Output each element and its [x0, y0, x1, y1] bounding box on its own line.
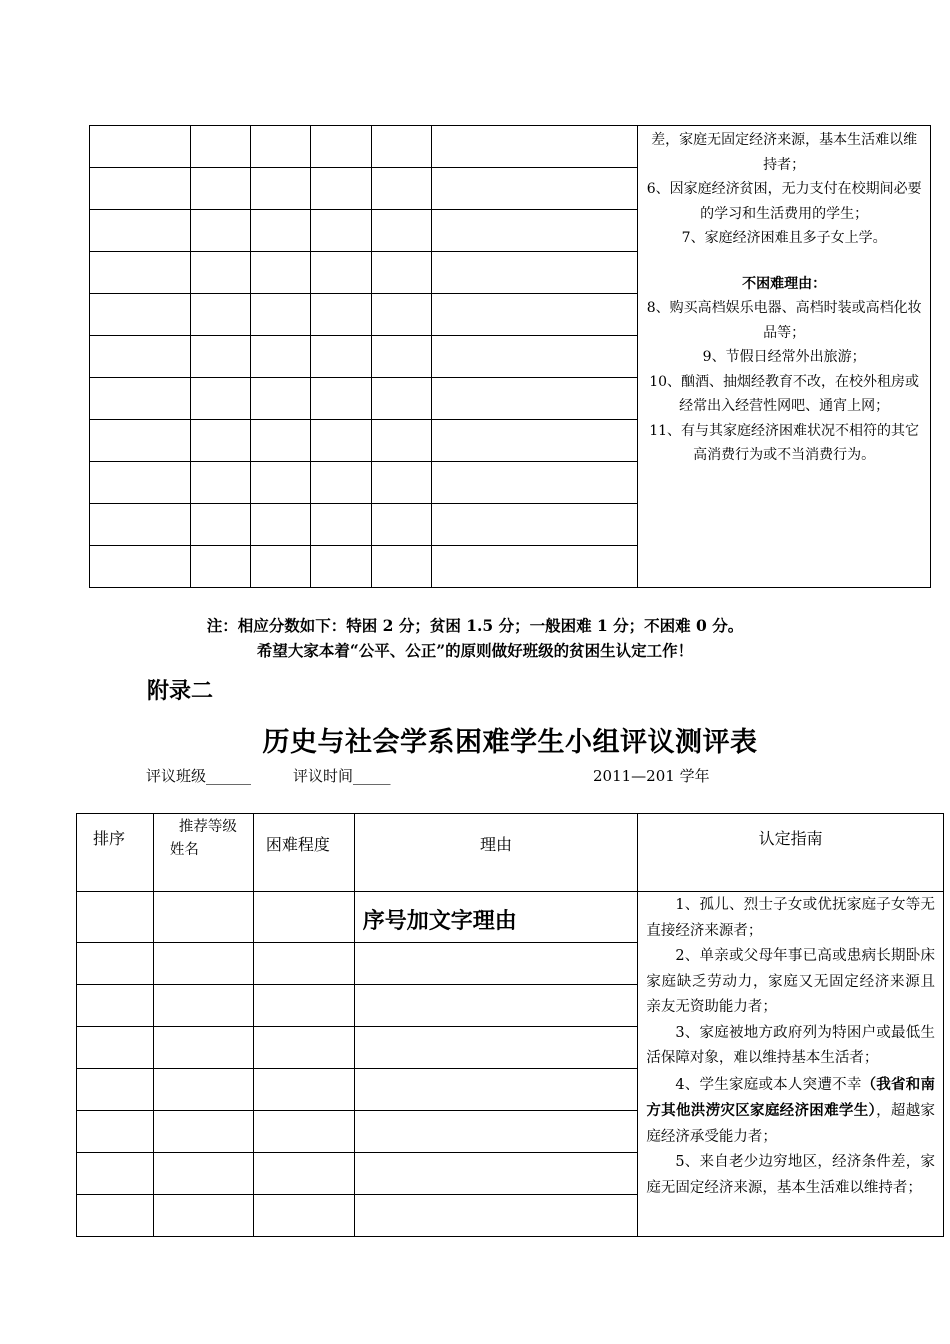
table-cell[interactable]	[431, 462, 638, 504]
table-cell[interactable]	[250, 504, 310, 546]
table-cell[interactable]	[371, 420, 431, 462]
class-field[interactable]: 评议班级______	[146, 767, 252, 785]
guide-item-4	[646, 1072, 935, 1151]
table-cell[interactable]	[354, 1195, 638, 1237]
table-cell[interactable]	[431, 546, 638, 588]
table-cell[interactable]	[190, 546, 250, 588]
table-cell[interactable]	[354, 1111, 638, 1153]
table-cell[interactable]	[190, 378, 250, 420]
table-cell[interactable]	[253, 1195, 354, 1237]
score-note: 注：相应分数如下：特困 2 分；贫困 1.5 分；一般困难 1 分；不困难 0 分。	[206, 616, 744, 635]
guide-item-3: 3、家庭被地方政府列为特困户或最低生活保障对象，难以维持基本生活者；	[646, 1024, 935, 1066]
table-cell[interactable]	[153, 943, 253, 985]
table-cell[interactable]	[250, 462, 310, 504]
table-cell[interactable]	[371, 546, 431, 588]
table-cell[interactable]	[431, 210, 638, 252]
table-cell[interactable]	[310, 252, 371, 294]
table-cell[interactable]	[431, 336, 638, 378]
table-cell[interactable]	[431, 420, 638, 462]
guide-item-4-tail: ，超越家庭经济承受能力者；	[646, 1103, 936, 1145]
guide-line: 11、有与其家庭经济困难状况不相符的其它高消费行为或不当消费行为。	[649, 422, 920, 463]
table-cell[interactable]	[371, 504, 431, 546]
header-grade: 推荐等级	[178, 819, 237, 835]
table-cell[interactable]	[250, 210, 310, 252]
table-cell[interactable]	[310, 504, 371, 546]
table-cell[interactable]	[90, 210, 191, 252]
header-grade-name	[153, 814, 253, 892]
table-cell[interactable]	[371, 126, 431, 168]
table-cell[interactable]	[310, 546, 371, 588]
guide-item-4-bold: （我省和南方其他洪涝灾区家庭经济困难学生）	[646, 1075, 936, 1119]
table-cell[interactable]	[77, 985, 154, 1027]
guide-item-1: 1、孤儿、烈士子女或优抚家庭子女等无直接经济来源者；	[646, 897, 935, 939]
appendix-label: 附录二	[147, 678, 214, 704]
table-cell[interactable]	[250, 126, 310, 168]
table-cell[interactable]	[253, 892, 354, 943]
table-cell[interactable]	[310, 168, 371, 210]
guide-cell	[638, 126, 931, 588]
table-cell[interactable]	[250, 336, 310, 378]
table-cell[interactable]	[90, 336, 191, 378]
table-cell[interactable]	[354, 1069, 638, 1111]
table-cell[interactable]	[77, 1027, 154, 1069]
table-cell[interactable]	[371, 252, 431, 294]
table-cell[interactable]	[190, 462, 250, 504]
table-cell[interactable]	[310, 126, 371, 168]
table-cell[interactable]	[431, 252, 638, 294]
guide-line: 差，家庭无固定经济来源，基本生活难以维持者；	[651, 132, 918, 173]
academic-year: 2011—201 学年	[593, 767, 710, 785]
header-name: 姓名	[169, 842, 199, 858]
table-cell[interactable]	[253, 985, 354, 1027]
table-cell[interactable]	[90, 168, 191, 210]
table-cell[interactable]	[153, 1195, 253, 1237]
table-cell[interactable]	[77, 1195, 154, 1237]
table-cell[interactable]	[153, 892, 253, 943]
table-cell[interactable]	[310, 336, 371, 378]
reason-hint: 序号加文字理由	[362, 909, 517, 934]
principle-note: 希望大家本着“公平、公正”的原则做好班级的贫困生认定工作！	[256, 641, 694, 660]
table-cell[interactable]	[90, 504, 191, 546]
table-cell[interactable]	[153, 1027, 253, 1069]
header-guide: 认定指南	[638, 814, 944, 892]
table-cell[interactable]	[431, 504, 638, 546]
table-cell[interactable]	[90, 126, 191, 168]
table-cell[interactable]	[90, 294, 191, 336]
table-cell[interactable]	[371, 168, 431, 210]
table-cell[interactable]	[250, 378, 310, 420]
table-cell[interactable]	[431, 168, 638, 210]
guide-item-5: 5、来自老少边穷地区，经济条件差，家庭无固定经济来源，基本生活难以维持者；	[646, 1154, 935, 1196]
guide-line: 7、家庭经济困难且多子女上学。	[681, 230, 887, 246]
table-cell[interactable]	[253, 1069, 354, 1111]
table-cell[interactable]	[190, 168, 250, 210]
table-cell[interactable]	[250, 252, 310, 294]
table-cell[interactable]	[253, 1153, 354, 1195]
table-cell[interactable]	[90, 546, 191, 588]
table-cell[interactable]	[153, 1069, 253, 1111]
table-cell[interactable]	[250, 546, 310, 588]
guide-line: 8、购买高档娱乐电器、高档时装或高档化妆品等；	[646, 300, 922, 341]
guide-line: 6、因家庭经济贫困，无力支付在校期间必要的学习和生活费用的学生；	[646, 181, 922, 222]
table-cell[interactable]	[371, 462, 431, 504]
table-cell[interactable]	[250, 294, 310, 336]
guide-item-4-text: 4、学生家庭或本人突遭不幸	[675, 1076, 862, 1093]
table-cell[interactable]	[90, 252, 191, 294]
table-cell[interactable]	[190, 294, 250, 336]
table-cell[interactable]	[253, 1111, 354, 1153]
table-cell[interactable]	[190, 252, 250, 294]
table-cell[interactable]	[77, 1111, 154, 1153]
table-cell[interactable]	[190, 126, 250, 168]
table-cell[interactable]	[190, 420, 250, 462]
table-cell[interactable]	[77, 892, 154, 943]
header-row	[77, 814, 944, 892]
form-title: 历史与社会学系困难学生小组评议测评表	[262, 727, 758, 758]
table-cell[interactable]	[431, 126, 638, 168]
table-cell[interactable]	[354, 1153, 638, 1195]
table-cell[interactable]	[77, 1153, 154, 1195]
table-cell[interactable]	[90, 462, 191, 504]
time-field[interactable]: 评议时间_____	[293, 767, 391, 785]
table-cell[interactable]	[354, 943, 638, 985]
guide-cell	[638, 892, 944, 1237]
table-cell[interactable]	[153, 985, 253, 1027]
table-cell[interactable]	[77, 1069, 154, 1111]
table-cell[interactable]	[371, 210, 431, 252]
table-cell[interactable]	[371, 336, 431, 378]
table-cell[interactable]	[253, 943, 354, 985]
table-cell[interactable]	[310, 378, 371, 420]
table-cell[interactable]	[310, 462, 371, 504]
guide-line: 9、节假日经常外出旅游；	[702, 349, 866, 365]
table-cell[interactable]	[310, 420, 371, 462]
table-cell[interactable]	[253, 1027, 354, 1069]
table-cell[interactable]	[354, 1027, 638, 1069]
table-cell[interactable]	[250, 168, 310, 210]
header-reason: 理由	[354, 814, 638, 892]
table-cell[interactable]	[250, 420, 310, 462]
table-cell[interactable]	[371, 294, 431, 336]
table-row	[77, 892, 944, 943]
header-difficulty: 困难程度	[253, 814, 354, 892]
table-cell[interactable]	[90, 420, 191, 462]
table-cell[interactable]	[153, 1111, 253, 1153]
table-cell[interactable]	[354, 985, 638, 1027]
table-cell[interactable]	[190, 504, 250, 546]
table-cell[interactable]	[354, 892, 638, 943]
guide-item-2: 2、单亲或父母年事已高或患病长期卧床家庭缺乏劳动力，家庭又无固定经济来源且亲友无资助能力者；	[646, 948, 935, 1015]
table-cell[interactable]	[90, 378, 191, 420]
table-cell[interactable]	[190, 336, 250, 378]
guide-line: 10、酗酒、抽烟经教育不改，在校外租房或经常出入经营性网吧、通宵上网；	[649, 373, 920, 414]
header-rank: 排序	[77, 814, 154, 892]
table-cell[interactable]	[371, 378, 431, 420]
table-cell[interactable]	[153, 1153, 253, 1195]
table-cell[interactable]	[310, 294, 371, 336]
table-cell[interactable]	[77, 943, 154, 985]
evaluation-table-continued	[89, 125, 931, 588]
evaluation-table	[76, 813, 944, 1237]
table-cell[interactable]	[310, 210, 371, 252]
table-row	[90, 126, 931, 168]
table-cell[interactable]	[431, 378, 638, 420]
table-cell[interactable]	[190, 210, 250, 252]
table-cell[interactable]	[431, 294, 638, 336]
not-difficult-heading: 不困难理由：	[742, 275, 827, 292]
